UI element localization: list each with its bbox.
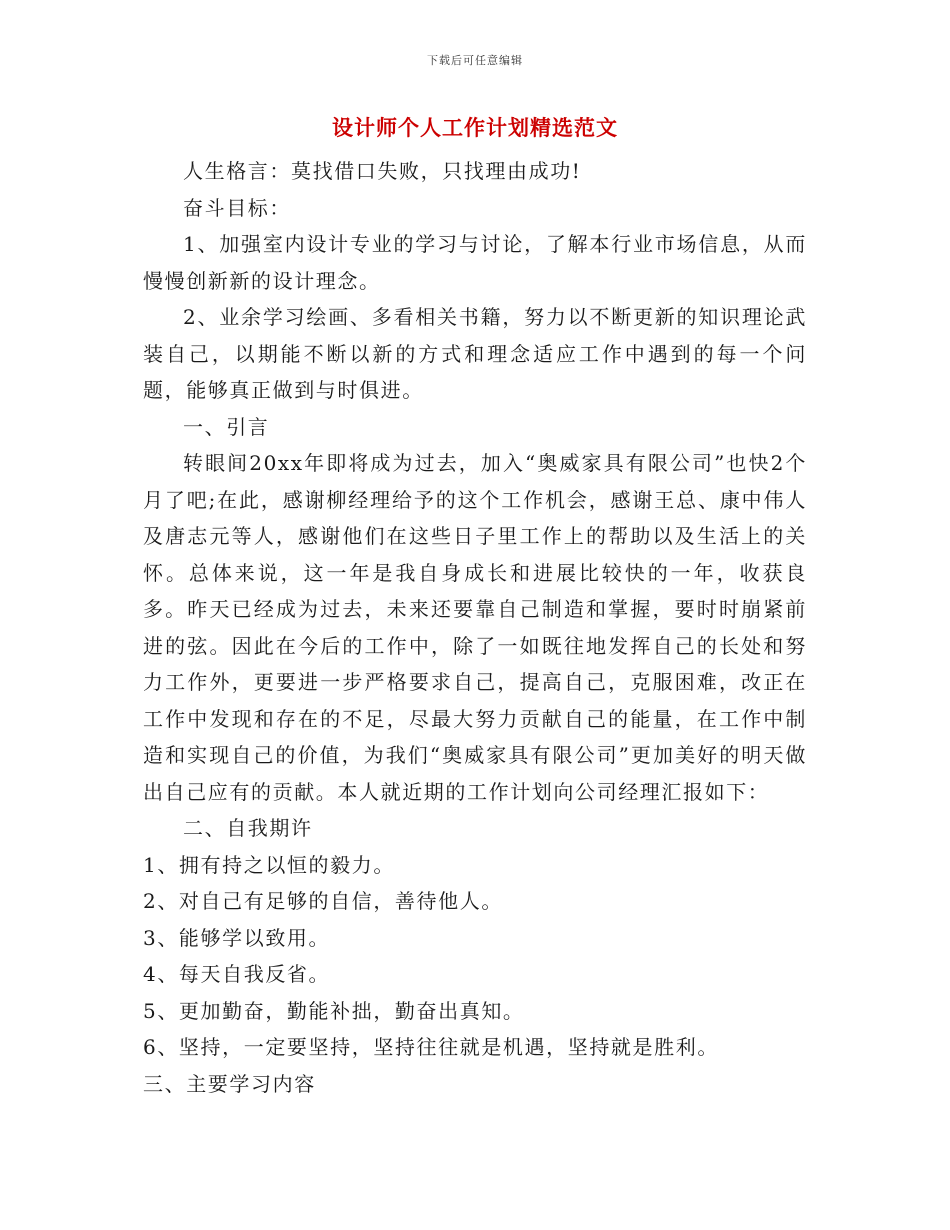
section-heading-intro: 一、引言: [183, 414, 270, 439]
section-heading-study-content: 三、主要学习内容: [143, 1071, 316, 1096]
expectation-item-2: 2、对自己有足够的自信，善待他人。: [143, 889, 503, 913]
goal-item-1: 1、加强室内设计专业的学习与讨论，了解本行业市场信息，从而慢慢创新新的设计理念。: [143, 232, 807, 293]
intro-paragraph: 转眼间20xx年即将成为过去，加入“奥威家具有限公司”也快2个月了吧;在此，感谢柳经理给予的这个工作机会，感谢王总、康中伟人及唐志元等人，感谢他们在这些日子里工作上的帮助以及生活上的关怀。总体来说，这一年是我自身成长和进展比较快的一年，收获良多。昨天已经成为过去，未来还要靠自己制造和掌握，要时时崩紧前进的弦。因此在今后的工作中，除了一如既往地发挥自己的长处和努力工作外，更要进一步严格要求自己，提高自己，克服困难，改正在工作中发现和存在的不足，尽最大努力贡献自己的能量，在工作中制造和实现自己的价值，为我们“奥威家具有限公司”更加美好的明天做出自己应有的贡献。本人就近期的工作计划向公司经理汇报如下：: [143, 451, 807, 804]
expectation-item-6: 6、坚持，一定要坚持，坚持往往就是机遇，坚持就是胜利。: [143, 1035, 719, 1059]
document-body: [143, 153, 807, 1102]
document-title: 设计师个人工作计划精选范文: [332, 115, 618, 140]
page-header-note: 下载后可任意编辑: [427, 54, 523, 67]
motto-paragraph: 人生格言：莫找借口失败，只找理由成功!: [183, 159, 582, 183]
expectation-item-1: 1、拥有持之以恒的毅力。: [143, 852, 395, 877]
expectation-item-3: 3、能够学以致用。: [143, 925, 331, 950]
goal-heading: 奋斗目标：: [183, 195, 291, 220]
goal-item-2: 2、业余学习绘画、多看相关书籍，努力以不断更新的知识理论武装自己，以期能不断以新的方式和理念适应工作中遇到的每一个问题，能够真正做到与时俱进。: [143, 305, 807, 402]
expectation-item-4: 4、每天自我反省。: [143, 962, 331, 986]
section-heading-self-expectation: 二、自我期许: [183, 816, 313, 840]
expectation-item-5: 5、更加勤奋，勤能补拙，勤奋出真知。: [143, 998, 525, 1023]
